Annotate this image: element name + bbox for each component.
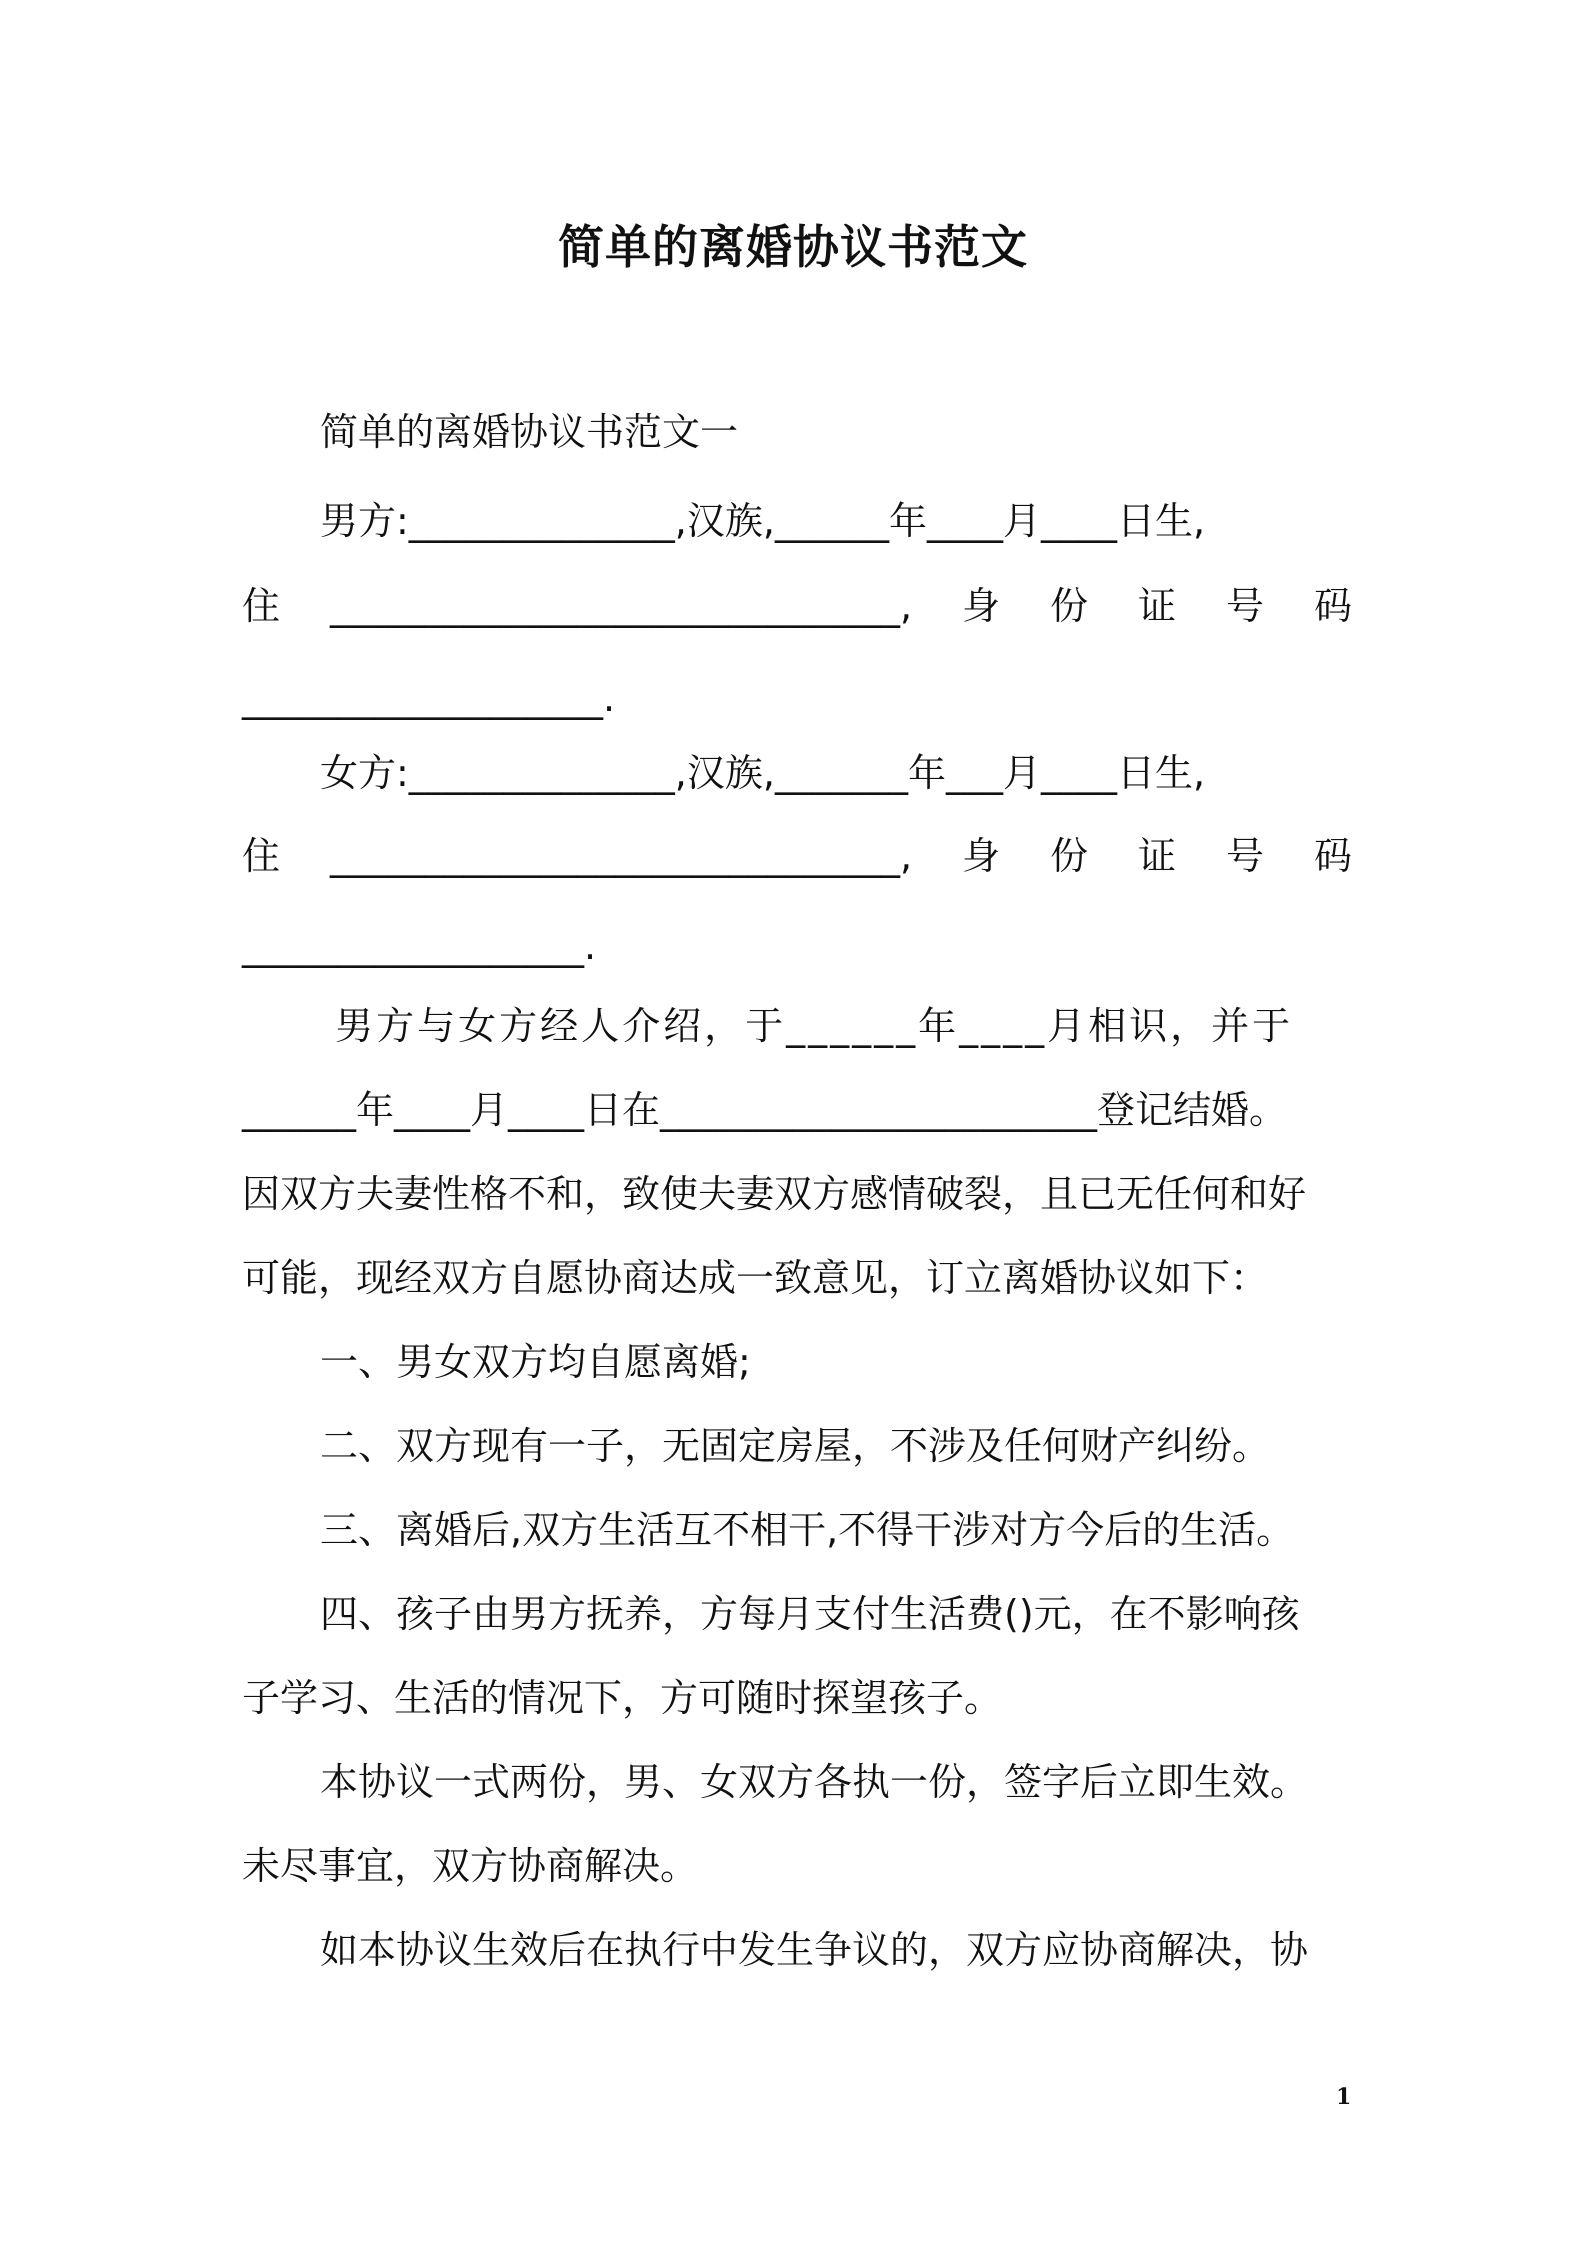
male-id-char: 证 bbox=[1138, 584, 1177, 628]
female-id-char: 身 bbox=[962, 834, 1001, 878]
male-id-char: 身 bbox=[962, 584, 1001, 628]
male-party-line: 男方:______________,汉族,______年____月____日生, bbox=[320, 499, 1206, 543]
female-address-label: 住 bbox=[242, 834, 281, 878]
male-address-label: 住 bbox=[242, 584, 281, 628]
agreement-item: 四、孩子由男方抚养，方每月支付生活费()元，在不影响孩 bbox=[320, 1592, 1300, 1636]
document-title: 简单的离婚协议书范文 bbox=[558, 220, 1028, 274]
paragraph-line: ______年____月____日在_______________________登记结婚。 bbox=[242, 1088, 1288, 1132]
section-heading: 简单的离婚协议书范文一 bbox=[320, 410, 739, 454]
agreement-item: 二、双方现有一子，无固定房屋，不涉及任何财产纠纷。 bbox=[320, 1424, 1271, 1468]
paragraph-line: 未尽事宜，双方协商解决。 bbox=[242, 1844, 699, 1888]
male-address-row bbox=[242, 578, 1352, 634]
female-party-line: 女方:______________,汉族,_______年___月____日生, bbox=[320, 751, 1206, 795]
female-id-char: 码 bbox=[1313, 834, 1352, 878]
page-number: 1 bbox=[1336, 2084, 1352, 2110]
male-address-blank: ______________________________, bbox=[329, 584, 913, 628]
paragraph-line: 如本协议生效后在执行中发生争议的，双方应协商解决，协 bbox=[320, 1928, 1309, 1972]
female-id-char: 份 bbox=[1050, 834, 1089, 878]
female-id-blank: __________________. bbox=[242, 924, 597, 968]
paragraph-line: 男方与女方经人介绍，于______年____月相识，并于 bbox=[320, 1004, 1294, 1048]
male-id-char: 份 bbox=[1050, 584, 1089, 628]
female-address-blank: ______________________________, bbox=[329, 834, 913, 878]
male-id-char: 号 bbox=[1226, 584, 1265, 628]
paragraph-line: 可能，现经双方自愿协商达成一致意见，订立离婚协议如下： bbox=[242, 1256, 1269, 1300]
agreement-item: 一、男女双方均自愿离婚; bbox=[320, 1340, 751, 1384]
agreement-item-continuation: 子学习、生活的情况下，方可随时探望孩子。 bbox=[242, 1676, 1003, 1720]
male-id-blank: ___________________. bbox=[242, 676, 616, 720]
male-id-char: 码 bbox=[1313, 584, 1352, 628]
female-id-char: 证 bbox=[1138, 834, 1177, 878]
female-address-row bbox=[242, 828, 1352, 884]
female-id-char: 号 bbox=[1226, 834, 1265, 878]
agreement-item: 三、离婚后,双方生活互不相干,不得干涉对方今后的生活。 bbox=[320, 1508, 1295, 1552]
paragraph-line: 本协议一式两份，男、女双方各执一份，签字后立即生效。 bbox=[320, 1760, 1309, 1804]
paragraph-line: 因双方夫妻性格不和，致使夫妻双方感情破裂，且已无任何和好 bbox=[242, 1172, 1307, 1216]
